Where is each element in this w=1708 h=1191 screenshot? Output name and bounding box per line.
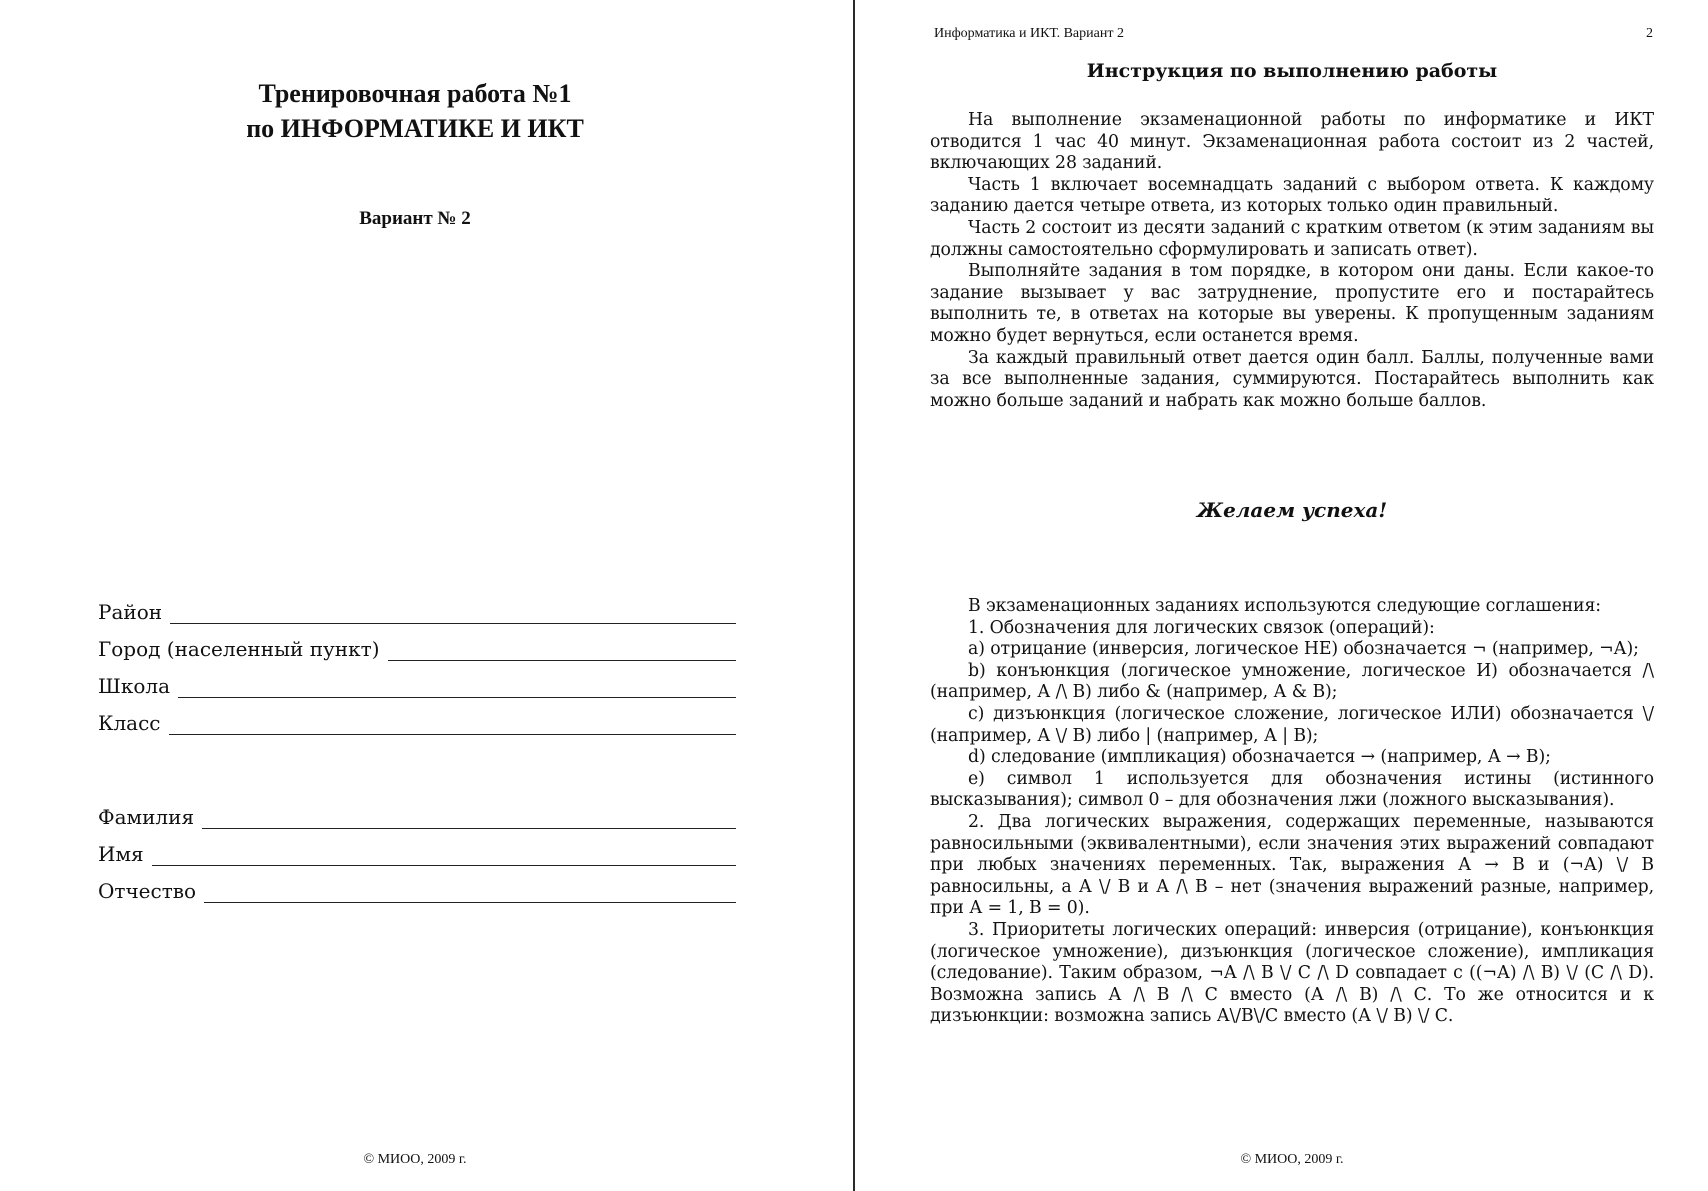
class-field <box>98 711 736 735</box>
good-luck-wish: Желаем успеха! <box>1196 498 1388 522</box>
variant-label: Вариант № 2 <box>359 208 471 229</box>
page-number: 2 <box>1646 26 1653 41</box>
name-field <box>98 842 736 866</box>
district-line <box>170 601 736 624</box>
convention-item: a) отрицание (инверсия, логическое НЕ) обозначается ¬ (например, ¬А); <box>968 639 1639 660</box>
city-label: Город (населенный пункт) <box>98 637 380 661</box>
surname-line <box>202 806 736 829</box>
title-line-2: по ИНФОРМАТИКЕ И ИКТ <box>246 114 584 143</box>
school-label: Школа <box>98 674 170 698</box>
right-footer: © МИОО, 2009 г. <box>1240 1152 1344 1167</box>
convention-item: d) следование (импликация) обозначается → (например, А → В); <box>968 747 1551 768</box>
patronymic-line <box>204 880 736 903</box>
district-label: Район <box>98 600 163 624</box>
instructions-page <box>856 0 1708 1191</box>
convention-item: 1. Обозначения для логических связок (операций): <box>968 617 1435 638</box>
paragraph: На выполнение экзаменационной работы по информатике и ИКТ отводится 1 час 40 минут. Экзаменационная работа состоит из 2 частей, включающих 28 заданий. <box>930 110 1654 174</box>
class-label: Класс <box>98 711 161 735</box>
left-footer: © МИОО, 2009 г. <box>363 1152 467 1167</box>
title-page <box>0 0 853 1191</box>
page-divider <box>853 0 855 1191</box>
convention-item: b) конъюнкция (логическое умножение, логическое И) обозначается /\ (например, А /\ В) либо & (например, А & В); <box>930 660 1654 703</box>
running-header: Информатика и ИКТ. Вариант 2 <box>934 26 1124 41</box>
conventions-body <box>930 596 1654 1028</box>
convention-item: e) символ 1 используется для обозначения истины (истинного высказывания); символ 0 – для обозначения лжи (ложного высказывания). <box>930 768 1654 811</box>
school-field <box>98 674 736 698</box>
surname-label: Фамилия <box>98 805 195 829</box>
city-field <box>98 637 736 661</box>
surname-field <box>98 805 736 829</box>
paragraph: За каждый правильный ответ дается один балл. Баллы, полученные вами за все выполненные задания, суммируются. Постарайтесь выполнить как можно больше заданий и набрать как можно больше баллов. <box>930 347 1654 411</box>
class-line <box>169 712 736 735</box>
patronymic-label: Отчество <box>98 879 197 903</box>
convention-item: 2. Два логических выражения, содержащих переменные, называются равносильными (эквивалентными), если значения этих выражений совпадают при любых значениях переменных. Так, выражения А → В и (¬А) \/ В равносильны, а А \/ В и А /\ В – нет (значения выражений разные, например, при А = 1, В = 0). <box>930 811 1654 919</box>
name-line <box>152 843 736 866</box>
paragraph: Часть 2 состоит из десяти заданий с кратким ответом (к этим заданиям вы должны самостоятельно сформулировать и записать ответ). <box>930 217 1654 260</box>
convention-item: c) дизъюнкция (логическое сложение, логическое ИЛИ) обозначается \/ (например, А \/ В) либо | (например, А | В); <box>930 703 1654 746</box>
main-title <box>0 76 830 146</box>
convention-item: 3. Приоритеты логических операций: инверсия (отрицание), конъюнкция (логическое умножение), дизъюнкция (логическое сложение), импликация (следование). Таким образом, ¬А /\ В \/ С /\ D совпадает с ((¬А) /\ В) \/ (С /\ D). Возможна запись А /\ В /\ С вместо (А /\ В) /\ С. То же относится и к дизъюнкции: возможна запись А\/В\/С вместо (А \/ В) \/ С. <box>930 919 1654 1027</box>
paragraph: Часть 1 включает восемнадцать заданий с выбором ответа. К каждому заданию дается четыре ответа, из которых только один правильный. <box>930 174 1654 217</box>
instructions-body <box>930 110 1654 412</box>
paragraph: Выполняйте задания в том порядке, в котором они даны. Если какое-то задание вызывает у вас затруднение, пропустите его и постарайтесь выполнить те, в ответах на которые вы уверены. К пропущенным заданиям можно будет вернуться, если останется время. <box>930 261 1654 346</box>
title-line-1: Тренировочная работа №1 <box>258 79 572 108</box>
school-line <box>178 675 736 698</box>
district-field <box>98 600 736 624</box>
patronymic-field <box>98 879 736 903</box>
city-line <box>388 638 737 661</box>
instructions-title: Инструкция по выполнению работы <box>1086 60 1498 82</box>
name-label: Имя <box>98 842 144 866</box>
convention-item: В экзаменационных заданиях используются следующие соглашения: <box>968 596 1601 616</box>
